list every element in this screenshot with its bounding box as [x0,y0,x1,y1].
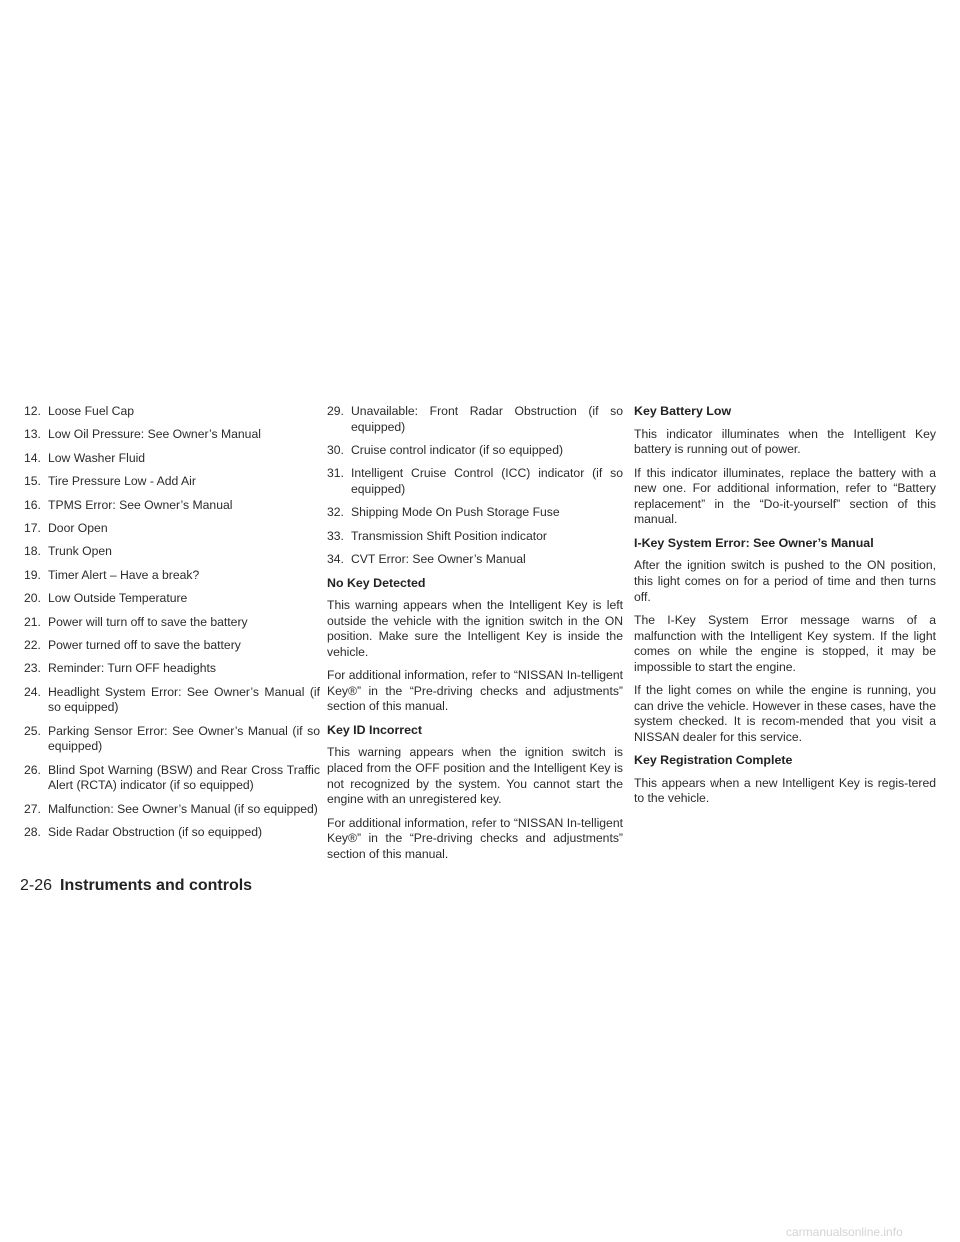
list-item [327,404,623,435]
list-item [24,825,320,841]
item-number: 17. [24,520,41,535]
item-number: 21. [24,614,41,629]
item-text: Parking Sensor Error: See Owner’s Manual (if so equipped) [48,723,320,754]
item-text: Transmission Shift Position indicator [351,528,547,543]
list-item [24,724,320,755]
item-text: Low Outside Temperature [48,591,188,606]
section-heading-ikey-system-error: I-Key System Error: See Owner’s Manual [634,535,874,550]
item-number: 31. [327,466,344,481]
list-item [24,638,320,654]
section-heading-key-registration-complete: Key Registration Complete [634,753,793,768]
item-text: Low Oil Pressure: See Owner’s Manual [48,427,261,442]
item-number: 34. [327,552,344,567]
item-number: 12. [24,404,41,418]
list-item [24,521,320,537]
page-footer [20,876,252,896]
list-item [327,505,623,521]
list-item [24,591,320,607]
paragraph: If this indicator illuminates, replace the battery with a new one. For additional information, refer to “Battery replacement” in the “Do-it-yourself” section of this manual. [634,465,936,527]
list-item [24,763,320,794]
column-middle [327,404,623,870]
item-text: Loose Fuel Cap [48,404,135,418]
item-text: Blind Spot Warning (BSW) and Rear Cross Traffic Alert (RCTA) indicator (if so equipped) [48,762,320,793]
item-number: 24. [24,684,41,699]
item-text: Timer Alert – Have a break? [48,567,200,582]
item-number: 26. [24,762,41,777]
item-text: Tire Pressure Low - Add Air [48,474,196,489]
item-number: 19. [24,567,41,582]
item-text: Power turned off to save the battery [48,637,241,652]
list-item [327,466,623,497]
indicator-list-part2 [327,404,623,568]
paragraph: This warning appears when the ignition switch is placed from the OFF position and the Intelligent Key is not recognized by the system. You cannot start the engine with an unregistered key. [327,745,623,807]
paragraph: The I-Key System Error message warns of a malfunction with the Intelligent Key system. If the light comes on while the engine is stopped, it may be impossible to start the engine. [634,612,936,674]
item-text: Side Radar Obstruction (if so equipped) [48,825,263,840]
list-item [24,474,320,490]
list-item [24,568,320,584]
item-text: TPMS Error: See Owner’s Manual [48,497,233,512]
item-number: 14. [24,450,41,465]
item-number: 30. [327,442,344,457]
indicator-list-part1 [24,404,320,841]
paragraph: After the ignition switch is pushed to the ON position, this light comes on for a period of time and then turns off. [634,558,936,604]
list-item [24,427,320,443]
chapter-title: Instruments and controls [60,877,253,894]
item-text: Cruise control indicator (if so equipped) [351,442,564,457]
item-number: 25. [24,723,41,738]
list-item [24,451,320,467]
item-text: Intelligent Cruise Control (ICC) indicator (if so equipped) [351,466,623,496]
item-text: Trunk Open [48,544,112,559]
item-number: 16. [24,497,41,512]
list-item [24,661,320,677]
item-number: 23. [24,661,41,676]
list-item [327,552,623,568]
item-text: Shipping Mode On Push Storage Fuse [351,505,560,520]
section-heading-key-battery-low: Key Battery Low [634,404,732,418]
item-number: 32. [327,505,344,520]
item-text: Reminder: Turn OFF headights [48,661,216,676]
list-item [24,544,320,560]
watermark: carmanualsonline.info [786,1225,903,1239]
item-number: 27. [24,801,41,816]
item-number: 20. [24,591,41,606]
section-heading-no-key-detected: No Key Detected [327,575,426,590]
list-item [24,802,320,818]
paragraph: This appears when a new Intelligent Key is regis-tered to the vehicle. [634,775,936,806]
item-number: 15. [24,474,41,489]
item-number: 18. [24,544,41,559]
item-number: 33. [327,528,344,543]
item-number: 13. [24,427,41,442]
item-text: Unavailable: Front Radar Obstruction (if so equipped) [351,404,623,434]
section-heading-key-id-incorrect: Key ID Incorrect [327,722,423,737]
paragraph: If the light comes on while the engine is running, you can drive the vehicle. However in these cases, have the system checked. It is recom-mended that you visit a NISSAN dealer for this service. [634,683,936,744]
column-left [24,404,320,848]
list-item [24,615,320,631]
list-item [327,443,623,459]
item-number: 28. [24,825,41,840]
paragraph: For additional information, refer to “NISSAN In-telligent Key®” in the “Pre-driving checks and adjustments” section of this manual. [327,815,623,861]
page-number: 2-26 [20,877,53,894]
item-text: CVT Error: See Owner’s Manual [351,552,526,567]
paragraph: For additional information, refer to “NISSAN In-telligent Key®” in the “Pre-driving checks and adjustments” section of this manual. [327,668,623,714]
list-item [24,498,320,514]
item-number: 29. [327,404,344,418]
item-text: Low Washer Fluid [48,450,146,465]
item-number: 22. [24,637,41,652]
paragraph: This indicator illuminates when the Intelligent Key battery is running out of power. [634,426,936,457]
item-text: Malfunction: See Owner’s Manual (if so equipped) [48,801,318,816]
list-item [24,404,320,420]
column-right [634,404,936,815]
item-text: Headlight System Error: See Owner’s Manual (if so equipped) [48,684,320,715]
list-item [327,529,623,545]
list-item [24,685,320,716]
item-text: Door Open [48,520,108,535]
item-text: Power will turn off to save the battery [48,614,248,629]
paragraph: This warning appears when the Intelligent Key is left outside the vehicle with the ignition switch in the ON position. Make sure the Intelligent Key is inside the vehicle. [327,598,623,659]
